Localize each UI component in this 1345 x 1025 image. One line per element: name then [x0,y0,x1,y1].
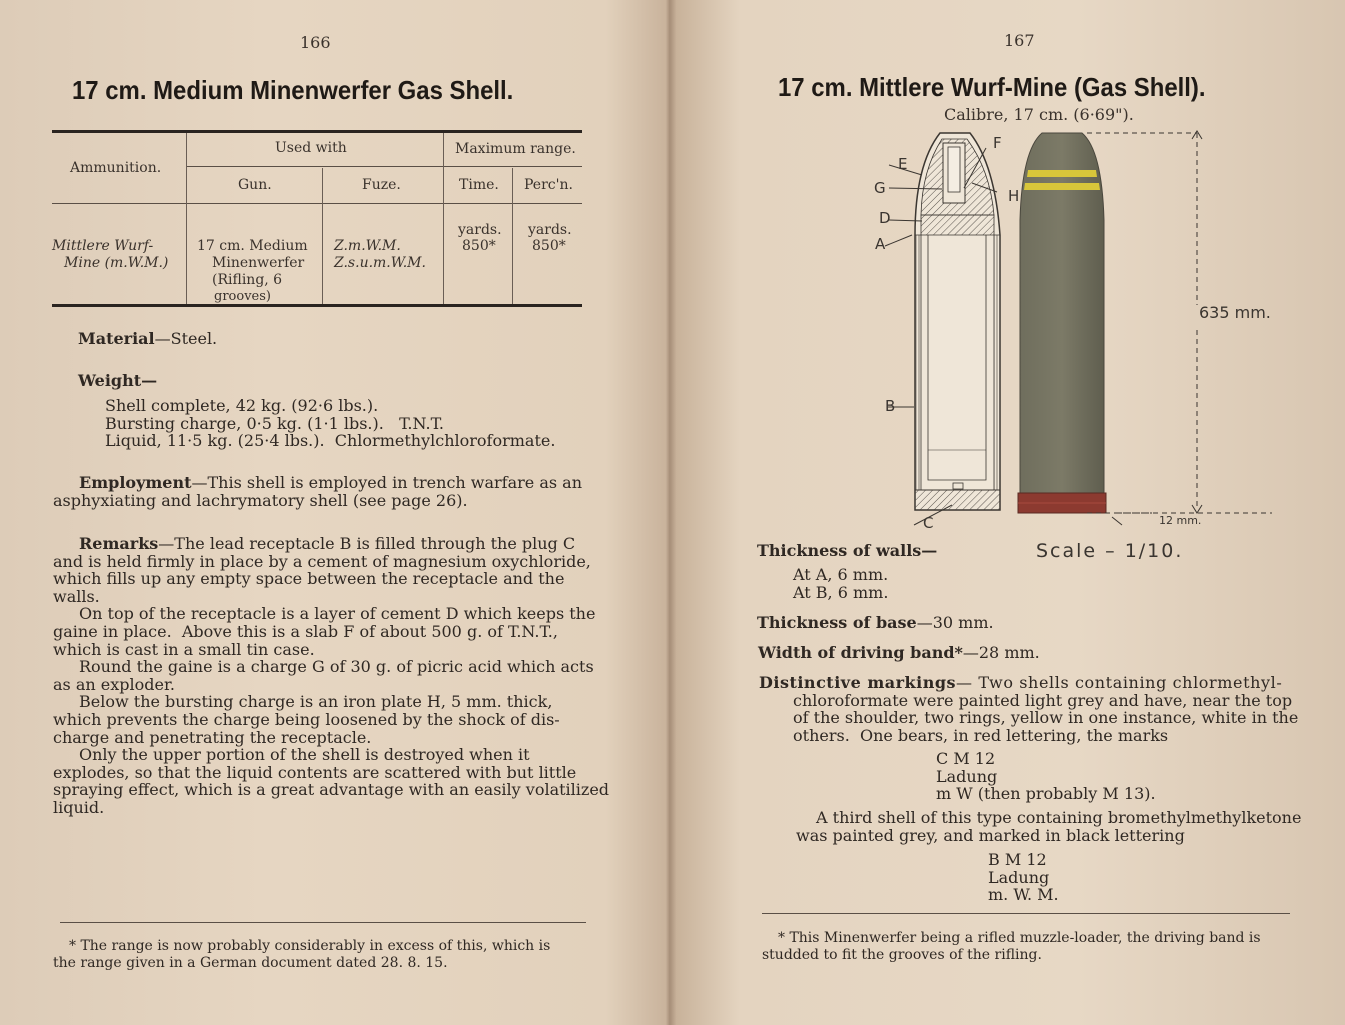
left-page [0,0,665,1025]
shell-exterior [1018,133,1106,513]
employment-line: —This shell is employed in trench warfare as an [191,473,583,492]
label-f: F [993,134,1002,152]
base-thickness [757,614,994,632]
marks-block-2 [988,851,1059,904]
weight-list [105,397,555,450]
mark-line: B M 12 [988,850,1047,869]
third-line: A third shell of this type containing bromethylmethylketone [816,808,1302,827]
remarks-line: Only the upper portion of the shell is destroyed when it [79,745,530,765]
third-line: was painted grey, and marked in black lettering [796,825,1185,845]
remarks-line: gaine in place. Above this is a slab F of about 500 g. of T.N.T., [53,621,558,641]
cell-ammunition-2: Mine (m.W.M.) [64,255,169,271]
shell-cross-section [915,133,1000,510]
remarks-line: explodes, so that the liquid contents are scattered with but little [53,762,577,782]
material-text: —Steel. [154,329,218,348]
dimension-lines [1087,133,1272,513]
employment-paragraph [53,474,586,509]
remarks-line: walls. [53,586,100,606]
mark-line: Ladung [988,867,1050,887]
cell-ammunition-1: Mittlere Wurf- [52,238,154,254]
label-h: H [1008,187,1020,205]
footnote-line: studded to fit the grooves of the rifling. [762,947,1042,963]
weight-line: Bursting charge, 0·5 kg. (1·1 lbs.). T.N.T. [105,413,444,433]
remarks-line: liquid. [53,797,105,817]
remarks-line: —The lead receptacle B is filled through the plug C [158,534,576,553]
right-page [672,0,1345,1025]
remarks-line: which fills up any empty space between the receptacle and the [53,569,565,589]
remarks-line: Round the gaine is a charge G of 30 g. of picric acid which acts [79,657,594,677]
band-heading: Width of driving band* [758,643,963,662]
header-ammunition: Ammunition. [70,160,162,176]
footnote-line: * This Minenwerfer being a rifled muzzle-loader, the driving band is [778,930,1261,946]
label-e: E [898,155,908,173]
weight-line: Shell complete, 42 kg. (92·6 lbs.). [105,396,379,415]
thickness-line: At B, 6 mm. [793,582,889,602]
remarks-line: which prevents the charge being loosened by the shock of dis- [53,709,560,729]
remarks-line: Below the bursting charge is an iron plate H, 5 mm. thick, [79,692,553,712]
marks-block-1 [936,750,1156,803]
page-title-left: 17 cm. Medium Minenwerfer Gas Shell. [72,75,514,105]
footnote-line: * The range is now probably considerably in excess of this, which is [69,938,551,954]
header-percn: Perc'n. [524,177,573,193]
footnote-left [53,938,550,972]
footnote-right [762,930,1261,964]
driving-band-width [758,644,1040,662]
page-number-167: 167 [1004,31,1035,50]
header-fuze: Fuze. [362,177,401,193]
label-b: B [885,397,896,415]
mark-line: C M 12 [936,749,996,768]
calibre-subtitle: Calibre, 17 cm. (6·69"). [944,105,1134,124]
remarks-paragraph [53,534,610,817]
markings-heading: Distinctive markings [759,673,957,692]
header-used-with: Used with [275,140,347,156]
weight-heading: Weight— [78,371,158,390]
remarks-line: On top of the receptacle is a layer of cement D which keeps the [79,604,596,624]
thickness-walls-heading: Thickness of walls— [757,541,938,560]
footnote-rule-left [60,922,586,923]
band-text: —28 mm. [962,643,1040,662]
cell-gun-1: 17 cm. Medium [197,238,308,254]
markings-paragraph [759,674,1298,744]
page-number-166: 166 [300,33,331,52]
remarks-line: as an exploder. [53,674,175,694]
dimension-arrows [1112,131,1202,525]
thickness-walls-list [793,566,888,601]
label-d: D [879,209,891,227]
cell-gun-2: Minenwerfer [212,255,305,271]
material-heading: Material [78,329,155,348]
mark-line: m W (then probably M 13). [936,784,1156,804]
remarks-line: which is cast in a small tin case. [53,639,315,659]
footnote-rule-right [762,913,1290,914]
page-title-right: 17 cm. Mittlere Wurf-Mine (Gas Shell). [778,72,1206,102]
material-section [78,330,217,348]
band-dimension: 12 mm. [1159,514,1202,527]
label-c: C [923,514,934,532]
length-dimension: 635 mm. [1199,303,1271,322]
label-a: A [875,235,886,253]
shell-diagram [852,125,1292,540]
scale-label: Scale – 1/10. [1036,540,1184,562]
cell-gun-3: (Rifling, 6 [212,272,283,288]
mark-line: Ladung [936,766,998,786]
label-g: G [874,179,886,197]
cell-time-1: yards. [458,222,502,238]
thickness-line: At A, 6 mm. [793,565,889,584]
cell-perc-1: yards. [528,222,572,238]
header-maximum-range: Maximum range. [455,141,576,157]
header-gun: Gun. [238,177,272,193]
remarks-heading: Remarks [79,534,159,553]
markings-line: chloroformate were painted light grey and have, near the top [793,690,1293,710]
cell-gun-4: grooves) [214,289,271,304]
cell-time-2: 850* [462,238,496,254]
remarks-line: spraying effect, which is a great advantage with an easily volatilized [53,780,610,800]
cell-perc-2: 850* [532,238,566,254]
remarks-line: and is held firmly in place by a cement of magnesium oxychloride, [53,551,591,571]
third-shell-paragraph [796,809,1301,844]
base-text: —30 mm. [916,613,994,632]
employment-heading: Employment [79,473,192,492]
markings-line: of the shoulder, two rings, yellow in one instance, white in the [793,708,1299,728]
header-time: Time. [459,177,499,193]
remarks-line: charge and penetrating the receptacle. [53,727,372,747]
markings-line: others. One bears, in red lettering, the marks [793,725,1169,745]
cell-fuze-2: Z.s.u.m.W.M. [334,255,426,271]
markings-line: — Two shells containing chlormethyl- [956,673,1283,692]
cell-fuze-1: Z.m.W.M. [334,238,401,254]
weight-line: Liquid, 11·5 kg. (25·4 lbs.). Chlormethylchloroformate. [105,431,556,451]
mark-line: m. W. M. [988,885,1059,905]
employment-line: asphyxiating and lachrymatory shell (see page 26). [53,490,468,510]
base-heading: Thickness of base [757,613,917,632]
footnote-line: the range given in a German document dated 28. 8. 15. [53,955,448,971]
